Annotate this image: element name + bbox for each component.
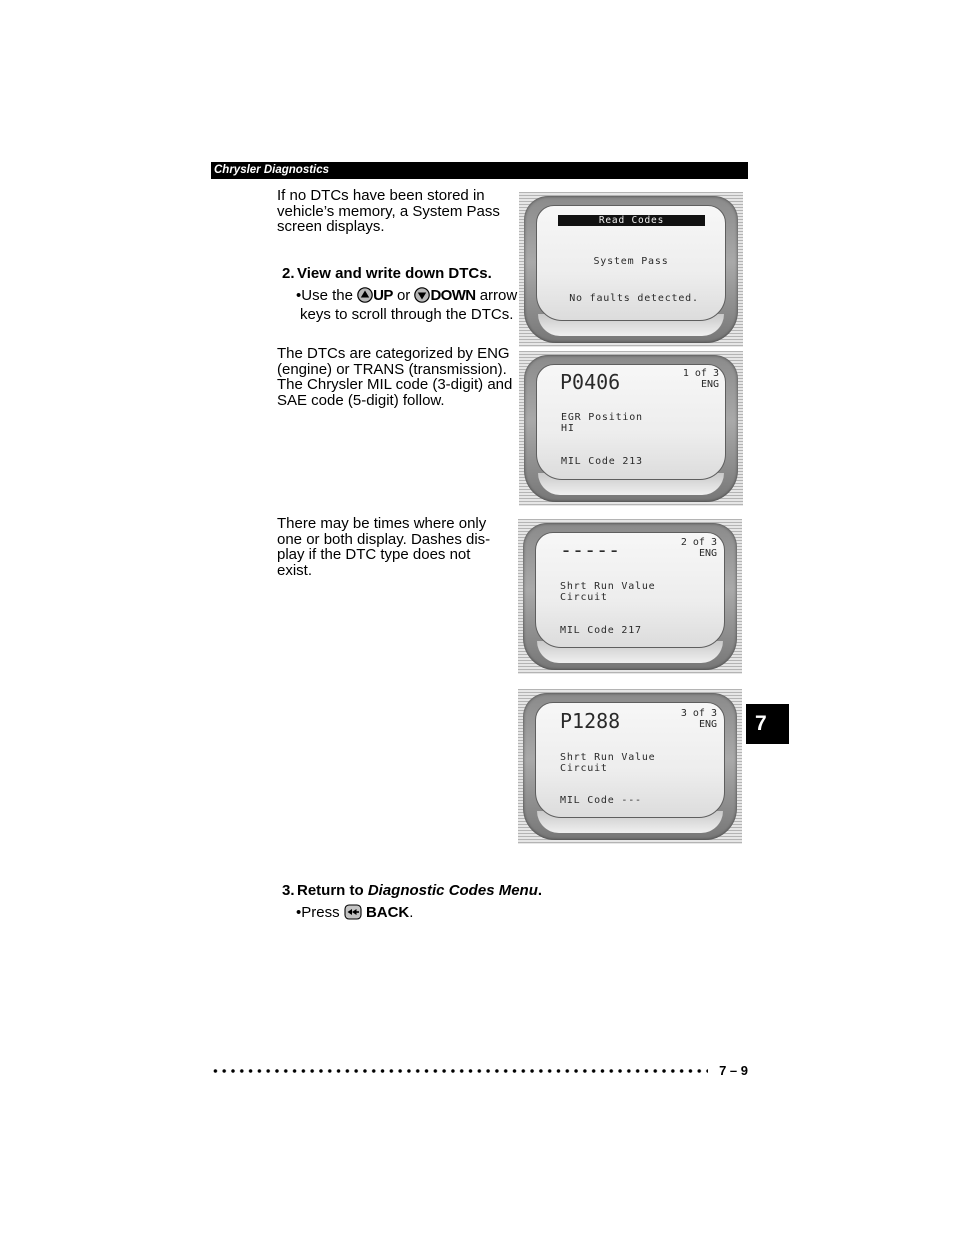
- bullet-suffix: arrow: [479, 287, 518, 304]
- section-header-bar: [211, 162, 748, 179]
- intro-paragraph: [277, 188, 500, 235]
- bullet-line-2: keys to scroll through the DTCs.: [300, 306, 514, 323]
- or-text: or: [396, 287, 411, 304]
- description-line: Shrt Run Value: [560, 581, 656, 592]
- description-line: HI: [561, 423, 575, 434]
- lcd-screen-system-pass: [519, 192, 743, 347]
- dtc-count: 1 of 3: [682, 368, 719, 379]
- step-2-bullet: [296, 287, 517, 323]
- bullet-end: .: [409, 904, 414, 921]
- step-title: View and write down DTCs.: [297, 265, 492, 282]
- text-line: (engine) or TRANS (transmission).: [277, 360, 507, 378]
- lcd-message-text: No faults detected.: [569, 293, 699, 304]
- description-line: Circuit: [560, 592, 608, 603]
- step-3-bullet: [296, 904, 413, 924]
- dtc-counter: [681, 537, 717, 559]
- text-line: one or both display. Dashes dis-: [277, 530, 491, 548]
- step-number: 3.: [282, 882, 295, 899]
- lcd-status-text: System Pass: [593, 256, 669, 267]
- text-line: vehicle’s memory, a System Pass: [277, 202, 500, 220]
- up-label: UP: [373, 287, 393, 304]
- dtc-description: [560, 752, 656, 774]
- text-line: play if the DTC type does not: [277, 546, 471, 563]
- dtc-count: 3 of 3: [680, 708, 717, 719]
- step-text: Return to: [297, 882, 364, 899]
- text-line: If no DTCs have been stored in: [277, 187, 485, 204]
- dtc-type: ENG: [700, 379, 719, 390]
- step-number: 2.: [282, 265, 295, 282]
- down-label: DOWN: [430, 287, 476, 304]
- dtc-counter: [683, 368, 719, 390]
- up-arrow-icon: [357, 287, 373, 307]
- back-label: BACK: [365, 904, 410, 921]
- lcd-screen-dtc-3: [518, 689, 742, 844]
- dtc-description: [560, 581, 656, 603]
- mil-code: MIL Code 213: [561, 456, 643, 467]
- dashes-note-paragraph: [277, 516, 490, 578]
- text-line: The DTCs are categorized by ENG: [277, 345, 510, 362]
- chapter-number: 7: [755, 712, 767, 735]
- description-line: EGR Position: [561, 412, 643, 423]
- step-3-heading: [282, 883, 542, 899]
- dtc-count: 2 of 3: [680, 537, 717, 548]
- text-line: The Chrysler MIL code (3-digit) and: [277, 376, 513, 393]
- description-line: Shrt Run Value: [560, 752, 656, 763]
- dtc-type: ENG: [698, 719, 717, 730]
- dtc-code: P1288: [560, 709, 621, 733]
- footer-dotted-rule: [211, 1068, 708, 1074]
- categories-paragraph: [277, 346, 512, 408]
- section-title: Chrysler Diagnostics: [214, 164, 330, 176]
- mil-code: MIL Code 217: [560, 625, 642, 636]
- lcd-screen-dtc-2: [518, 519, 742, 674]
- step-2-heading: [282, 266, 492, 282]
- dtc-counter: [681, 708, 717, 730]
- dtc-code: -----: [560, 538, 621, 562]
- text-line: There may be times where only: [277, 515, 487, 532]
- mil-code: MIL Code ---: [560, 795, 642, 806]
- dtc-code: P0406: [560, 370, 621, 394]
- text-line: screen displays.: [277, 218, 385, 235]
- text-line: exist.: [277, 561, 313, 579]
- step-end: .: [537, 882, 543, 899]
- lcd-screen-dtc-1: [519, 351, 743, 506]
- lcd-title-bar: Read Codes: [558, 215, 705, 226]
- text-line: SAE code (5-digit) follow.: [277, 391, 445, 409]
- dtc-type: ENG: [698, 548, 717, 559]
- bullet-prefix: •Press: [296, 904, 340, 921]
- chapter-tab: [746, 704, 789, 744]
- description-line: Circuit: [560, 763, 608, 774]
- step-emphasis: Diagnostic Codes Menu: [367, 882, 538, 899]
- down-arrow-icon: [414, 287, 430, 307]
- page-number: 7 – 9: [719, 1063, 748, 1078]
- dtc-description: [561, 412, 643, 434]
- bullet-prefix: •Use the: [296, 287, 353, 304]
- back-icon: [344, 904, 362, 924]
